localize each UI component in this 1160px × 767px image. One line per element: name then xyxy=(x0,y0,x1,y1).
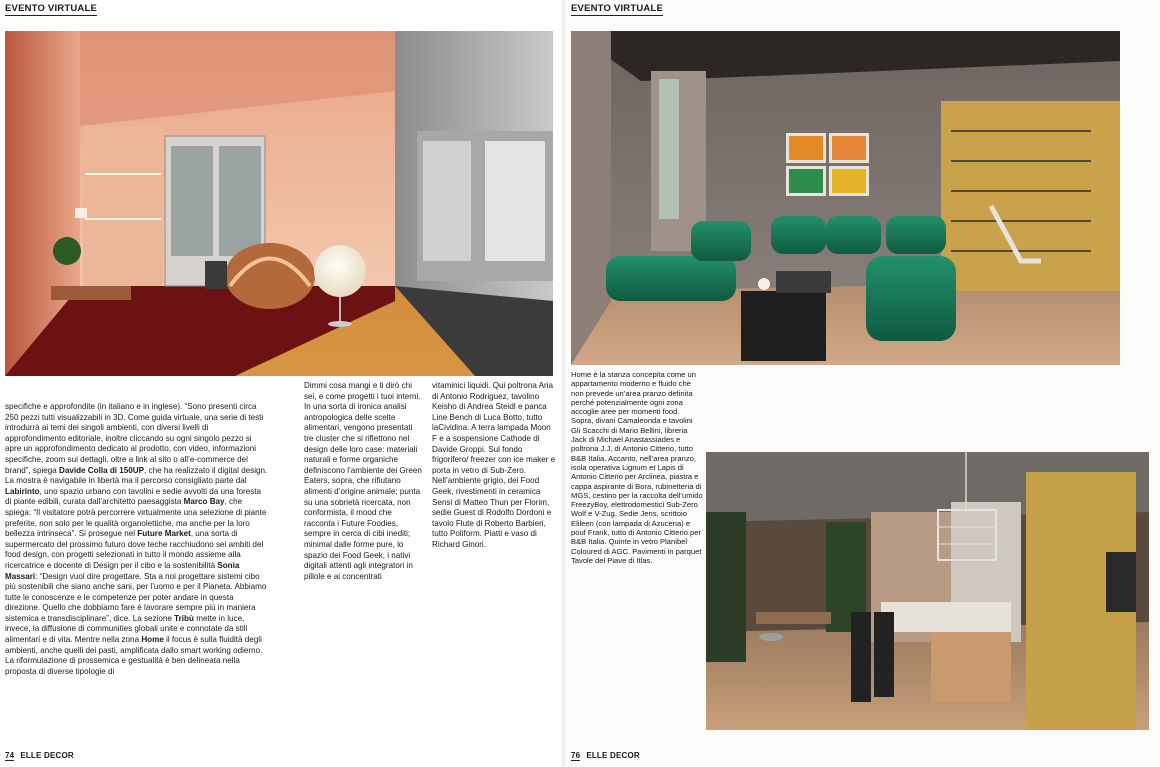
left-page xyxy=(0,0,562,767)
body-column-1 xyxy=(5,402,269,677)
magazine-name-right: ELLE DECOR xyxy=(586,751,640,760)
home-dining-area-photo xyxy=(706,452,1149,730)
section-tag-left: EVENTO VIRTUALE xyxy=(5,3,98,14)
body-text-run: il focus è sulla fluidità degli ambienti, anche quelli dei pasti, amplificata dallo smart working odierno. La riformulazione di prossemica e gestualità è ben delineata nella proposta di diverse tipologie di xyxy=(5,635,263,676)
bold-name: Sonia Massari xyxy=(5,560,240,581)
body-text-run: , che spiega: “Il visitatore potrà percorrere virtualmente una selezione di piante preferite, non solo per le qualità organolettiche, ma anche per la loro bellezza intrinseca”. Si prosegue nel xyxy=(5,497,267,539)
body-text-run: , una sorta di supermercato del prossimo futuro dove teche racchiudono sei ambiti del food design, con progetti selezionati in tutto il mondo assieme alla ricercatrice e docente di Design per il cibo e la sostenibilità xyxy=(5,529,264,570)
green-eaters-room-photo xyxy=(5,31,553,376)
caption-column-3: vitaminici liquidi. Qui poltrona Aria di Antonio Rodriguez, tavolino Keisho di Andrea Steidl e panca Line Bench di Luca Botto, tutto laCividina. A terra lampada Moon F e a sospensione Cathode di Davide Groppi. Sul fondo frigorifero/ freezer con ice maker e porta in vetro di Sub-Zero. Nell’ambiente grigio, dei Food Geek, rivestimenti in ceramica Sensi di Matteo Thun per Florim, sedie Guest di Rodolfo Dordoni e tavolo Flute di Roberto Barbieri, tutto Poliform. Piatti e vaso di Richard Ginori. xyxy=(432,381,556,549)
page-number-right: 76 xyxy=(571,751,581,760)
section-tag-right: EVENTO VIRTUALE xyxy=(571,3,664,14)
bold-name: Davide Colla di 150UP xyxy=(59,465,145,475)
bold-name: Home xyxy=(141,635,164,645)
right-page xyxy=(566,0,1160,767)
folio-left xyxy=(5,751,74,760)
body-text-run: , che ha realizzato il digital design. La mostra è navigabile in libertà ma il percorso consigliato parte dal xyxy=(5,465,268,486)
body-text-run: specifiche e approfondite (in italiano e in inglese). “Sono presenti circa 250 pezzi tutti visualizzabili in 3D. Come guida virtuale, una serie di testi introdurrà ai temi dei singoli ambienti, con diversi livelli di approfondimento editoriale, inoltre cliccando su ogni singolo pezzo si apre un approfondimento dedicato al prodotto, con video, informazioni specifiche, zoom sui dettagli, oltre a link al sito o all’e-commerce del brand”, spiega xyxy=(5,402,264,475)
magazine-name-left: ELLE DECOR xyxy=(20,751,74,760)
bold-name: Marco Bay xyxy=(183,497,225,507)
body-text-run: : “Design vuol dire progettare. Sta a noi progettare sistemi cibo più sostenibili che siano anche sani, per l’uomo e per il Pianeta. Abbiamo tutte le conoscenze e le competenze per poter andare in questa direzione. Quello che dobbiamo fare è lavorare sempre più in maniera sistemica e transdisciplinare”, dice. La sezione xyxy=(5,571,267,623)
caption-column-2: Dimmi cosa mangi e ti dirò chi sei, e come progetti i tuoi interni. In una sorta di ironica analisi antropologica delle scelte alimentari, vengono presentati tre cluster che si riflettono nel design delle loro case: materiali naturali e forme organiche definiscono l’ambiente dei Green Eaters, sopra, che rifiutano alimenti d’origine animale; punta su una sobrietà ricercata, non conformista, il mood che racconta i Future Foodies, sempre in cerca di cibi inediti; minimal dalle forme pure, lo spazio dei Food Geek, i nativi digitali attenti agli integratori in pillole e ai concentrati xyxy=(304,381,422,581)
bold-name: Labirinto xyxy=(5,486,40,496)
home-living-room-photo xyxy=(571,31,1120,365)
page-number-left: 74 xyxy=(5,751,15,760)
body-text-run: , uno spazio urbano con tavolini e sedie avvolti da una foresta di piante edibili, curata dall’architetto paesaggista xyxy=(5,486,261,507)
body-text-run: mette in luce, invece, la diffusione di communities globali unite e connotate da stili alimentari e di vita. Mentre nella zona xyxy=(5,613,248,645)
home-caption: Home è la stanza concepita come un appartamento moderno e fluido che non prevede un’area pranzo definita perché potenzialmente ogni zona accoglie aree per momenti food. Sopra, divani Camaleonda e tavolini Gli Scacchi di Mario Bellini, libreria Jack di Michael Anastassiades e poltrona J.J. di Antonio Citterio, tutto B&B Italia. Accanto, nell’area pranzo, isola operativa Lignum et Lapis di Antonio Citterio per Arclinea, piastra e cappa aspirante di Bora, rubinetteria di MGS, cestino per la raccolta dell’umido FreezyBoy, elettrodomestici Sub-Zero Wolf e V-Zug. Sedie Jens, scrittoio Elileen (con lampada di Azucena) e pouf Frank, tutto di Antonio Citterio per B&B Italia. Quinte in vetro Planibel Coloured di AGC. Pavimenti in parquet Tavole del Piave di Itlas. xyxy=(571,370,703,565)
bold-name: Future Market xyxy=(137,529,191,539)
folio-right xyxy=(571,751,640,760)
bold-name: Tribù xyxy=(174,613,194,623)
